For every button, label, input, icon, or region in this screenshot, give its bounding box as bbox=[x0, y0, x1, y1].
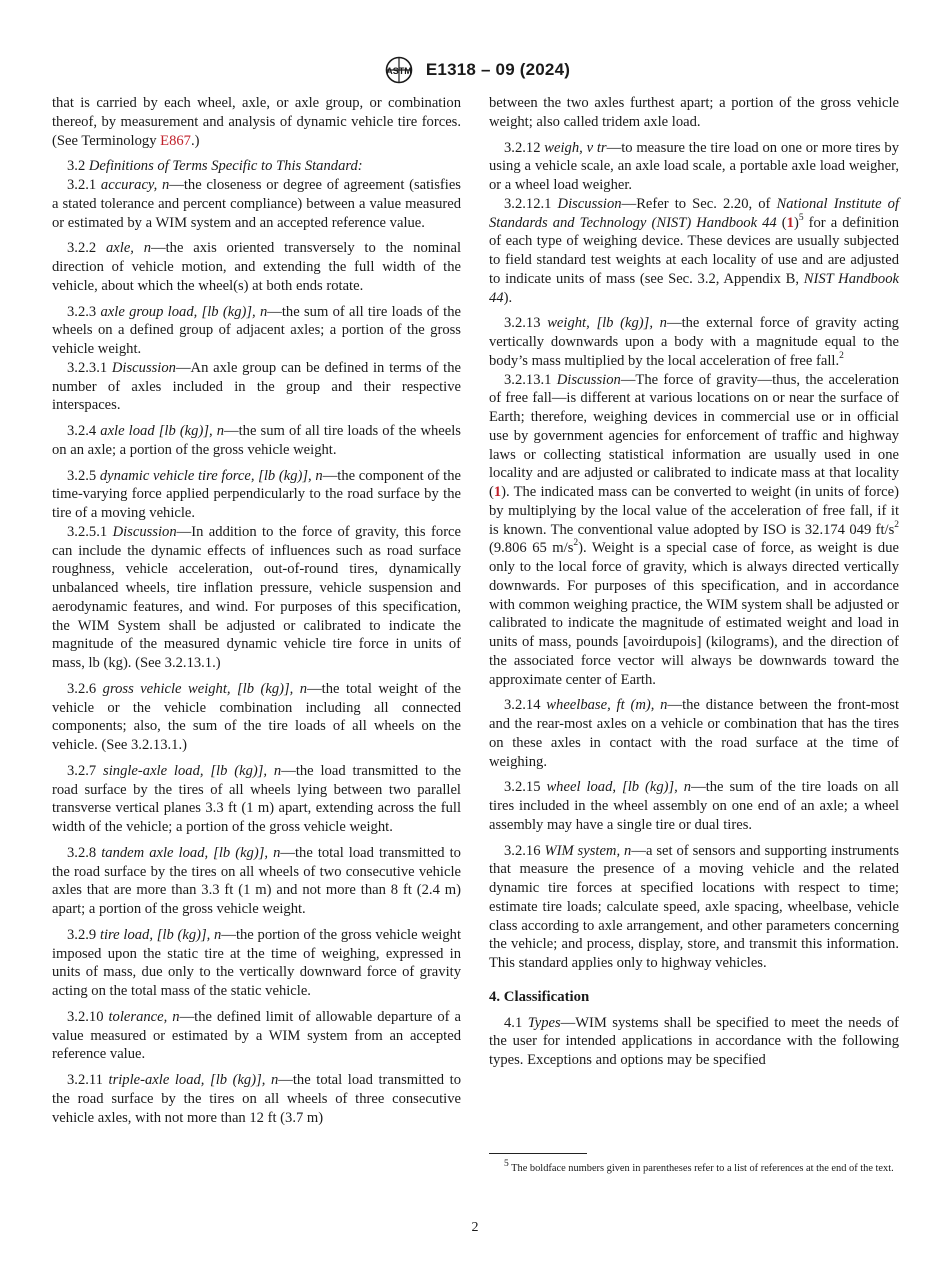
definition-3-2-7: 3.2.7 single-axle load, [lb (kg)], n—the load transmitted to the road surface by the tires of all wheels lying between two parallel transverse vertical planes 3.3 ft (1 m) apart, extending across the full width of the vehicle; a portion of the gross vehicle weight. bbox=[52, 762, 461, 835]
definition-3-2-11-continued: between the two axles furthest apart; a portion of the gross vehicle weight; also called tridem axle load. bbox=[489, 95, 899, 130]
discussion-3-2-5-1: 3.2.5.1 Discussion—In addition to the force of gravity, this force can include the dynamic effects of influences such as road surface roughness, vehicle acceleration, out-of-round tires, dynamically unbalanced wheels, tire inflation pressure, vehicle suspension and aerodynamic features, and wind. For purposes of this specification, the WIM System shall be adjusted or calibrated to indicate the magnitude of the measured dynamic vehicle tire force in units of mass, lb (kg). (See 3.2.13.1.) bbox=[52, 523, 462, 671]
discussion-3-2-13-1: 3.2.13.1 Discussion—The force of gravity—thus, the acceleration of free fall—is different at various locations on or near the surface of Earth; therefore, weighing devices in commercial use or in official use by government agencies for enforcement of traffic and highway laws or collecting statistical information are usually used in one locality and are adjusted or calibrated to indicate mass at that locality (1). The indicated mass can be converted to weight (in units of force) by multiplying by the local value of the acceleration of free fall, if it is known. The conventional value adopted by ISO is 32.174 049 $ft/s^2$ (9.806 65 $m/s^2$). Weight is a special case of force, as weight is due only to the local force of gravity, which is always directed vertically downwards. For purposes of this specification, and in accordance with common weighing practice, the WIM system shall be adjusted or calibrated to indicate the magnitude of estimated weight and load in units of mass, pounds [avoirdupois] (kilograms), and the direction of the associated force vector will always be downwards toward the approximate center of Earth. bbox=[489, 371, 900, 688]
document-designation: E1318 – 09 (2024) bbox=[425, 60, 571, 79]
definition-3-2-16: 3.2.16 WIM system, n—a set of sensors and supporting instruments that measure the presence of a moving vehicle and the related dynamic tire forces at specified locations with respect to time; estimate tire loads; calculate speed, axle spacing, wheelbase, vehicle class according to axle arrangement, and other parameters concerning the vehicle; and process, display, store, and transmit this information. This standard applies only to highway vehicles. bbox=[489, 842, 899, 971]
reference-link-1[interactable]: 1 bbox=[493, 484, 502, 500]
definition-3-2-5: 3.2.5 dynamic vehicle tire force, [lb (kg)], n—the component of the time-varying force applied perpendicularly to the road surface by the tire of a moving vehicle. bbox=[52, 467, 461, 521]
page-header bbox=[0, 56, 950, 84]
footnote-divider bbox=[489, 1153, 587, 1154]
definition-3-2-10: 3.2.10 tolerance, n—the defined limit of allowable departure of a value measured or estimated by a WIM system from an accepted reference value. bbox=[52, 1008, 461, 1063]
page-number: 2 bbox=[471, 1220, 479, 1235]
definition-3-2-6: 3.2.6 gross vehicle weight, [lb (kg)], n—the total weight of the vehicle or the vehicle combination including all connected components; also, the sum of the tire loads of all wheels on the vehicle. (See 3.2.13.1.) bbox=[52, 680, 461, 753]
definition-3-2-8: 3.2.8 tandem axle load, [lb (kg)], n—the total load transmitted to the road surface by the tires on all wheels of two consecutive vehicle axles that are more than 3.3 ft (1 m) and not more than 8 ft (2.4 m) apart; a portion of the gross vehicle weight. bbox=[52, 844, 461, 917]
astm-logo-icon bbox=[380, 56, 418, 84]
definition-3-2-3: 3.2.3 axle group load, [lb (kg)], n—the sum of all tire loads of the wheels on a defined group of adjacent axles; a portion of the gross vehicle weight. bbox=[52, 303, 461, 357]
section-4-1: 4.1 Types—WIM systems shall be specified to meet the needs of the user for intended applications in accordance with the following types. Exceptions and options may be specified bbox=[489, 1014, 899, 1068]
reference-link-1[interactable]: 1 bbox=[786, 214, 794, 231]
definition-3-2-4: 3.2.4 axle load [lb (kg)], n—the sum of all tire loads of the wheels on an axle; a portion of the gross vehicle weight. bbox=[52, 423, 461, 458]
intro-paragraph: that is carried by each wheel, axle, or axle group, or combination thereof, by measurement and analysis of dynamic vehicle tire forces. (See Terminology E867.) bbox=[52, 95, 461, 149]
definition-3-2-11: 3.2.11 triple-axle load, [lb (kg)], n—the total load transmitted to the road surface by the tires on all wheels of three consecutive vehicle axles, with not more than 12 ft (3.7 m) bbox=[52, 1072, 462, 1126]
footnote-ref-2: 2 bbox=[839, 350, 844, 361]
discussion-3-2-12-1: 3.2.12.1 Discussion—Refer to Sec. 2.20, of National Institute of Standards and Technology (NIST) Handbook 44 $(1)^5$ for a definition of each type of weighing device. These devices are usually subjected to field standard test weights at each locality of use and are adjusted to indicate units of mass (see Sec. 3.2, Appendix B, NIST Handbook 44). bbox=[489, 195, 899, 306]
definition-3-2-13: 3.2.13 weight, [lb (kg)], n—the external force of gravity acting vertically downwards upon a body with a magnitude equal to the body’s mass multiplied by the local acceleration of free fall.$^2$ bbox=[489, 315, 899, 369]
definition-3-2-15: 3.2.15 wheel load, [lb (kg)], n—the sum of the tire loads on all tires included in the wheel assembly on one end of an axle; a wheel assembly may have a single tire or dual tires. bbox=[489, 779, 899, 833]
section-3-2: 3.2 Definitions of Terms Specific to This Standard: bbox=[67, 158, 363, 175]
footnote-ref-5: 5 bbox=[798, 212, 804, 223]
right-column bbox=[489, 94, 899, 1070]
definition-3-2-2: 3.2.2 axle, n—the axis oriented transversely to the nominal direction of vehicle motion, and extending the full width of the vehicle, about which the wheel(s) at both ends rotate. bbox=[52, 240, 462, 294]
definition-3-2-12: 3.2.12 weigh, v tr—to measure the tire load on one or more tires by using a vehicle scale, an axle load scale, a portable axle load weigher, or a wheel load weigher. bbox=[489, 139, 899, 193]
svg-text:ASTM: ASTM bbox=[386, 66, 412, 76]
left-column bbox=[52, 94, 461, 1127]
definition-3-2-1: 3.2.1 accuracy, n—the closeness or degree of agreement (satisfies a stated tolerance and percent compliance) between a value measured or estimated by a WIM system and an accepted reference value. bbox=[52, 177, 461, 231]
section-heading-classification: 4. Classification bbox=[489, 988, 590, 1005]
footnote-5: $^5$ The boldface numbers given in parentheses refer to a list of references at the end of the text. bbox=[504, 1158, 894, 1174]
definition-3-2-9: 3.2.9 tire load, [lb (kg)], n—the portion of the gross vehicle weight imposed upon the static tire at the time of weighing, expressed in units of mass, due only to the vertically downward force of gravity acting on the total mass of the static vehicle. bbox=[52, 926, 462, 999]
discussion-3-2-3-1: 3.2.3.1 Discussion—An axle group can be defined in terms of the number of axles included in the group and their respective interspaces. bbox=[52, 359, 462, 414]
definition-3-2-14: 3.2.14 wheelbase, ft (m), n—the distance between the front-most and the rear-most axles on a vehicle or combination that has the tires on these axles in contact with the road surface at the time of weighing. bbox=[489, 697, 900, 770]
e867-link[interactable]: E867 bbox=[160, 132, 191, 149]
